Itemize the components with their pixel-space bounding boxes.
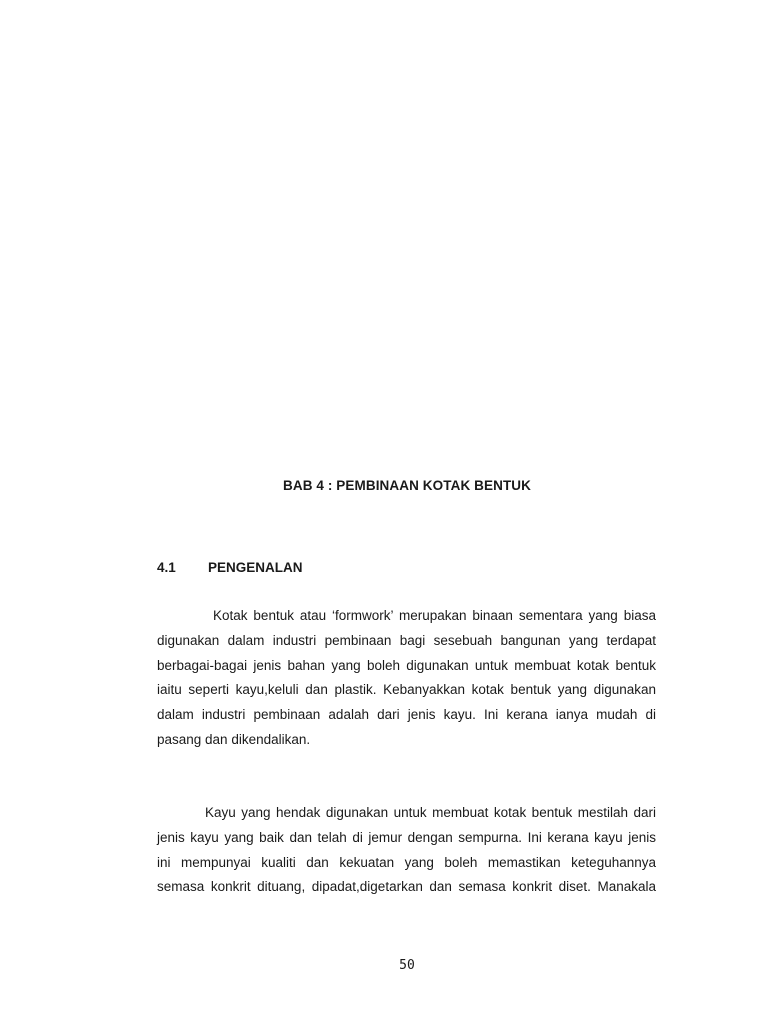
paragraph-line: Kayu yang hendak digunakan untuk membuat kotak bentuk mestilah dari: [205, 805, 656, 820]
page-number: 50: [399, 958, 415, 973]
paragraph-line: iaitu seperti kayu,keluli dan plastik. Kebanyakkan kotak bentuk yang digunakan: [157, 682, 656, 698]
paragraph-line: semasa konkrit dituang, dipadat,digetarkan dan semasa konkrit diset. Manakala: [157, 879, 656, 895]
paragraph-line: berbagai-bagai jenis bahan yang boleh digunakan untuk membuat kotak bentuk: [157, 657, 656, 673]
paragraph-line: pasang dan dikendalikan.: [157, 731, 311, 747]
paragraph-2: [157, 801, 656, 900]
chapter-title: BAB 4 : PEMBINAAN KOTAK BENTUK: [283, 478, 531, 493]
section-number: 4.1: [157, 560, 176, 575]
paragraph-line: Kotak bentuk atau ‘formwork’ merupakan binaan sementara yang biasa: [213, 608, 656, 623]
paragraph-1: [157, 604, 656, 753]
paragraph-line: digunakan dalam industri pembinaan bagi sesebuah bangunan yang terdapat: [157, 632, 656, 648]
section-heading: [157, 560, 303, 575]
paragraph-line: ini mempunyai kualiti dan kekuatan yang boleh memastikan keteguhannya: [157, 854, 656, 870]
paragraph-line: jenis kayu yang baik dan telah di jemur dengan sempurna. Ini kerana kayu jenis: [157, 829, 656, 845]
section-title: PENGENALAN: [208, 560, 303, 575]
paragraph-line: dalam industri pembinaan adalah dari jenis kayu. Ini kerana ianya mudah di: [157, 707, 656, 723]
